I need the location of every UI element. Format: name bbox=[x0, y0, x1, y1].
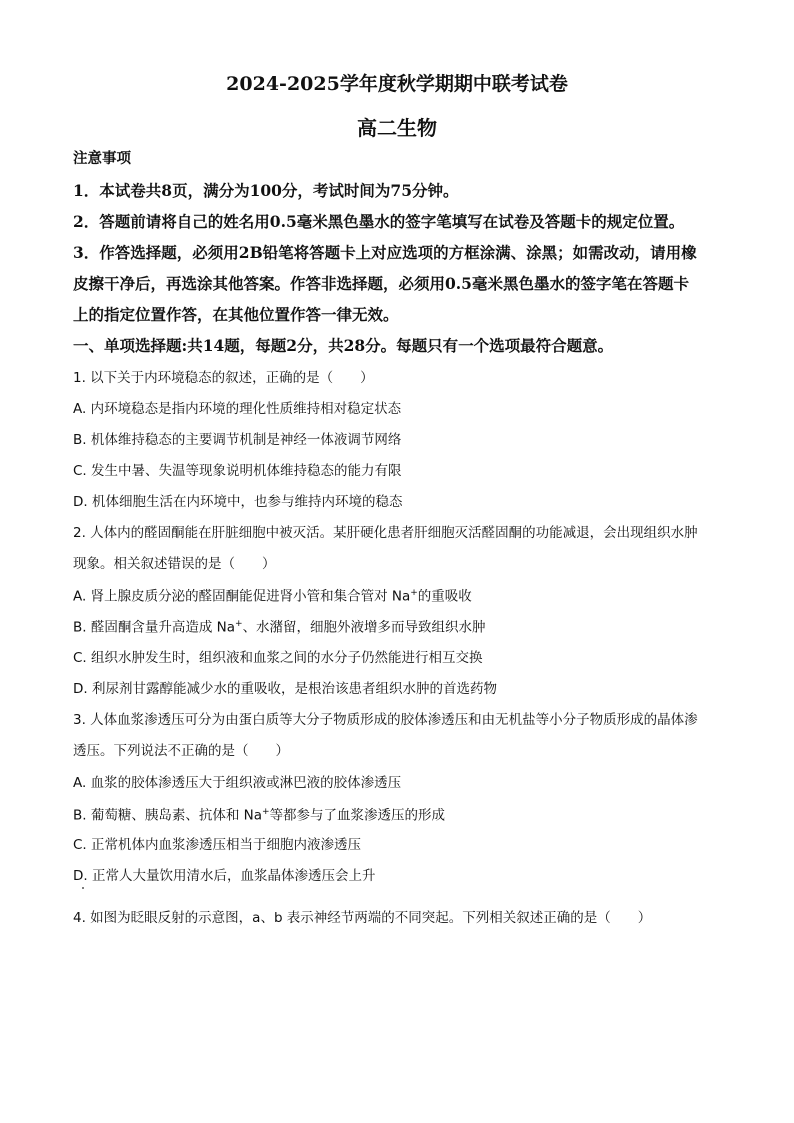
question-3-option-c: C. 正常机体内血浆渗透压相当于细胞内液渗透压 bbox=[73, 837, 362, 853]
question-3-option-b bbox=[73, 808, 445, 823]
notice-item-3-line-3: 上的指定位置作答，在其他位置作答一律无效。 bbox=[73, 305, 399, 324]
question-2-option-a-tail: 的重吸收 bbox=[417, 588, 472, 605]
question-3-option-b-text: B. 葡萄糖、胰岛素、抗体和 Na bbox=[73, 807, 263, 824]
subject-title: 高二生物 bbox=[357, 116, 437, 140]
question-2-option-a bbox=[73, 589, 472, 604]
superscript-plus: + bbox=[235, 619, 243, 629]
question-3-stem-line-1: 3. 人体血浆渗透压可分为由蛋白质等大分子物质形成的胶体渗透压和由无机盐等小分子物质形成的晶体渗 bbox=[73, 712, 698, 728]
question-2-option-b bbox=[73, 620, 486, 635]
question-2-stem-line-2: 现象。相关叙述错误的是（ ） bbox=[73, 556, 276, 572]
notice-item-2: 2．答题前请将自己的姓名用0.5毫米黑色墨水的签字笔填写在试卷及答题卡的规定位置。 bbox=[73, 212, 685, 231]
question-2-option-a-text: A. 肾上腺皮质分泌的醛固酮能促进肾小管和集合管对 Na bbox=[73, 588, 411, 605]
notice-item-3-line-2: 皮擦干净后，再选涂其他答案。作答非选择题，必须用0.5毫米黑色墨水的签字笔在答题卡 bbox=[73, 274, 689, 293]
question-2-option-c: C. 组织水肿发生时，组织液和血浆之间的水分子仍然能进行相互交换 bbox=[73, 650, 483, 666]
stray-dot bbox=[82, 887, 84, 889]
question-2-option-d: D. 利尿剂甘露醇能减少水的重吸收，是根治该患者组织水肿的首选药物 bbox=[73, 681, 497, 697]
superscript-plus: + bbox=[262, 807, 270, 817]
question-3-option-a: A. 血浆的胶体渗透压大于组织液或淋巴液的胶体渗透压 bbox=[73, 775, 402, 791]
question-3-option-b-tail: 等都参与了血浆渗透压的形成 bbox=[269, 807, 446, 824]
question-1-option-c: C. 发生中暑、失温等现象说明机体维持稳态的能力有限 bbox=[73, 463, 402, 479]
question-1-option-a: A. 内环境稳态是指内环境的理化性质维持相对稳定状态 bbox=[73, 401, 402, 417]
notice-item-3-line-1: 3．作答选择题，必须用2B铅笔将答题卡上对应选项的方框涂满、涂黑；如需改动，请用橡 bbox=[73, 243, 697, 262]
exam-title: 2024-2025学年度秋学期期中联考试卷 bbox=[226, 73, 568, 95]
question-1-stem: 1. 以下关于内环境稳态的叙述，正确的是（ ） bbox=[73, 370, 374, 386]
question-1-option-b: B. 机体维持稳态的主要调节机制是神经一体液调节网络 bbox=[73, 432, 402, 448]
superscript-plus: + bbox=[410, 588, 418, 598]
question-2-option-b-text: B. 醛固酮含量升高造成 Na bbox=[73, 619, 236, 636]
question-3-option-d: D. 正常人大量饮用清水后，血浆晶体渗透压会上升 bbox=[73, 868, 376, 884]
notice-item-1: 1．本试卷共8页，满分为100分，考试时间为75分钟。 bbox=[73, 181, 459, 200]
section-heading: 一、单项选择题:共14题，每题2分，共28分。每题只有一个选项最符合题意。 bbox=[73, 336, 614, 355]
question-2-option-b-tail: 、水潴留，细胞外液增多而导致组织水肿 bbox=[242, 619, 486, 636]
question-1-option-d: D. 机体细胞生活在内环境中，也参与维持内环境的稳态 bbox=[73, 494, 403, 510]
question-2-stem-line-1: 2. 人体内的醛固酮能在肝脏细胞中被灭活。某肝硬化患者肝细胞灭活醛固酮的功能减退，会出现组织水肿 bbox=[73, 525, 698, 541]
question-4-stem: 4. 如图为眨眼反射的示意图，a、b 表示神经节两端的不同突起。下列相关叙述正确的是（ ） bbox=[73, 910, 652, 926]
notice-heading: 注意事项 bbox=[73, 150, 131, 167]
question-3-stem-line-2: 透压。下列说法不正确的是（ ） bbox=[73, 743, 289, 759]
